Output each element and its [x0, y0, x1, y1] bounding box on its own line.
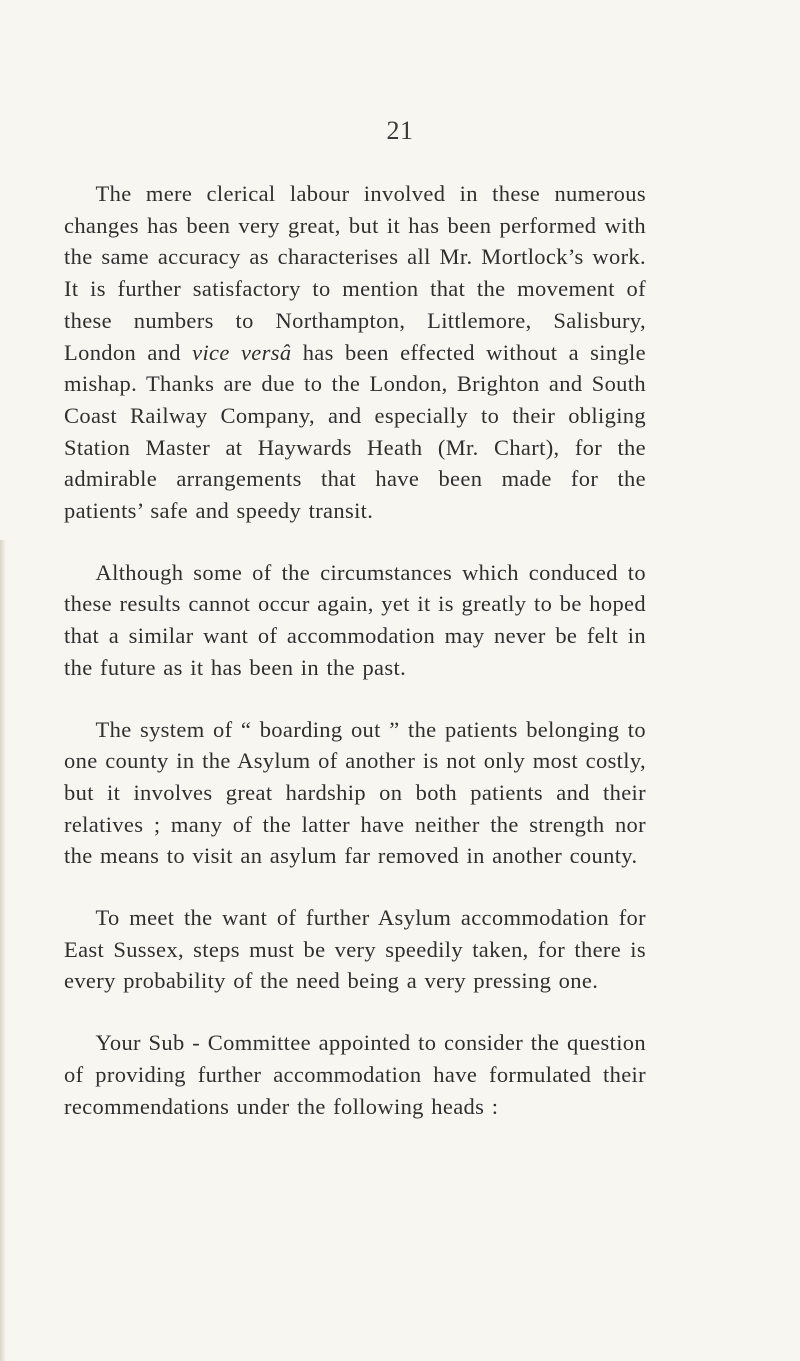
paragraph-text: The mere clerical labour involved in these numerous changes has been very great, but it has been performed with the same accuracy as characterises all Mr. Mortlock’s work. It is further satisfactory to mention that the movement of these numbers to Northampton, Littlemore, Salisbury, London and — [64, 181, 646, 365]
italic-phrase: vice versâ — [192, 339, 292, 365]
page-binding-edge — [0, 540, 6, 1361]
text-body — [64, 178, 646, 1152]
paragraph-circumstances: Although some of the circumstances which conduced to these results cannot occur again, yet it is greatly to be hoped that a similar want of accommodation may never be felt in the future as it has been in the past. — [64, 559, 646, 680]
paragraph-sub-committee: Your Sub - Committee appointed to consider the question of providing further accommodation have formulated their recommendations under the following heads : — [64, 1030, 646, 1119]
paragraph-east-sussex: To meet the want of further Asylum accommodation for East Sussex, steps must be very speedily taken, for there is every probability of the need being a very pressing one. — [64, 905, 646, 994]
paragraph-text: has been effected without a single mishap. Thanks are due to the London, Brighton and South Coast Railway Company, and especially to their obliging Station Master at Haywards Heath (Mr. Chart), for the admirable arrangements that have been made for the patients’ safe and speedy transit. — [64, 339, 646, 524]
page-number: 21 — [386, 116, 414, 145]
paragraph-boarding-out: The system of “ boarding out ” the patients belonging to one county in the Asylum of another is not only most costly, but it involves great hardship on both patients and their relatives ; many of the latter have neither the strength nor the means to visit an asylum far removed in another county. — [64, 716, 646, 869]
paragraph-clerical-labour — [64, 178, 646, 527]
